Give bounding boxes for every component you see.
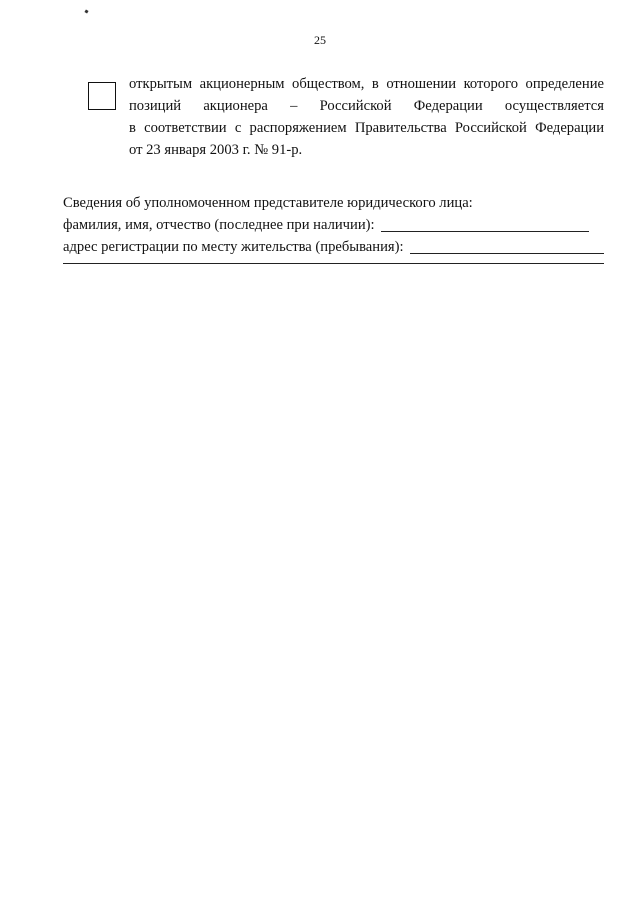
representative-heading-text: Сведения об уполномоченном представителе юридического лица: — [63, 195, 473, 211]
option-checkbox[interactable] — [88, 82, 116, 110]
representative-section — [63, 192, 604, 258]
representative-heading — [63, 192, 604, 214]
section-divider — [63, 263, 604, 264]
page-number: 25 — [314, 33, 326, 47]
representative-name-label: фамилия, имя, отчество (последнее при наличии): — [63, 217, 375, 233]
representative-name-field[interactable] — [381, 217, 589, 232]
scan-artifact-dot — [84, 9, 88, 13]
option-text — [129, 73, 604, 161]
option-text-line-3: в соответствии с распоряжением Правительства Российской Федерации — [129, 120, 604, 136]
representative-address-field[interactable] — [410, 239, 604, 254]
representative-address-label: адрес регистрации по месту жительства (пребывания): — [63, 239, 404, 255]
option-text-line-1: открытым акционерным обществом, в отношении которого определение — [129, 76, 604, 92]
representative-name-row — [63, 214, 604, 236]
option-text-line-2: позиций акционера – Российской Федерации осуществляется — [129, 98, 604, 114]
option-text-line-4: от 23 января 2003 г. № 91-р. — [129, 142, 303, 158]
representative-address-row — [63, 236, 604, 258]
